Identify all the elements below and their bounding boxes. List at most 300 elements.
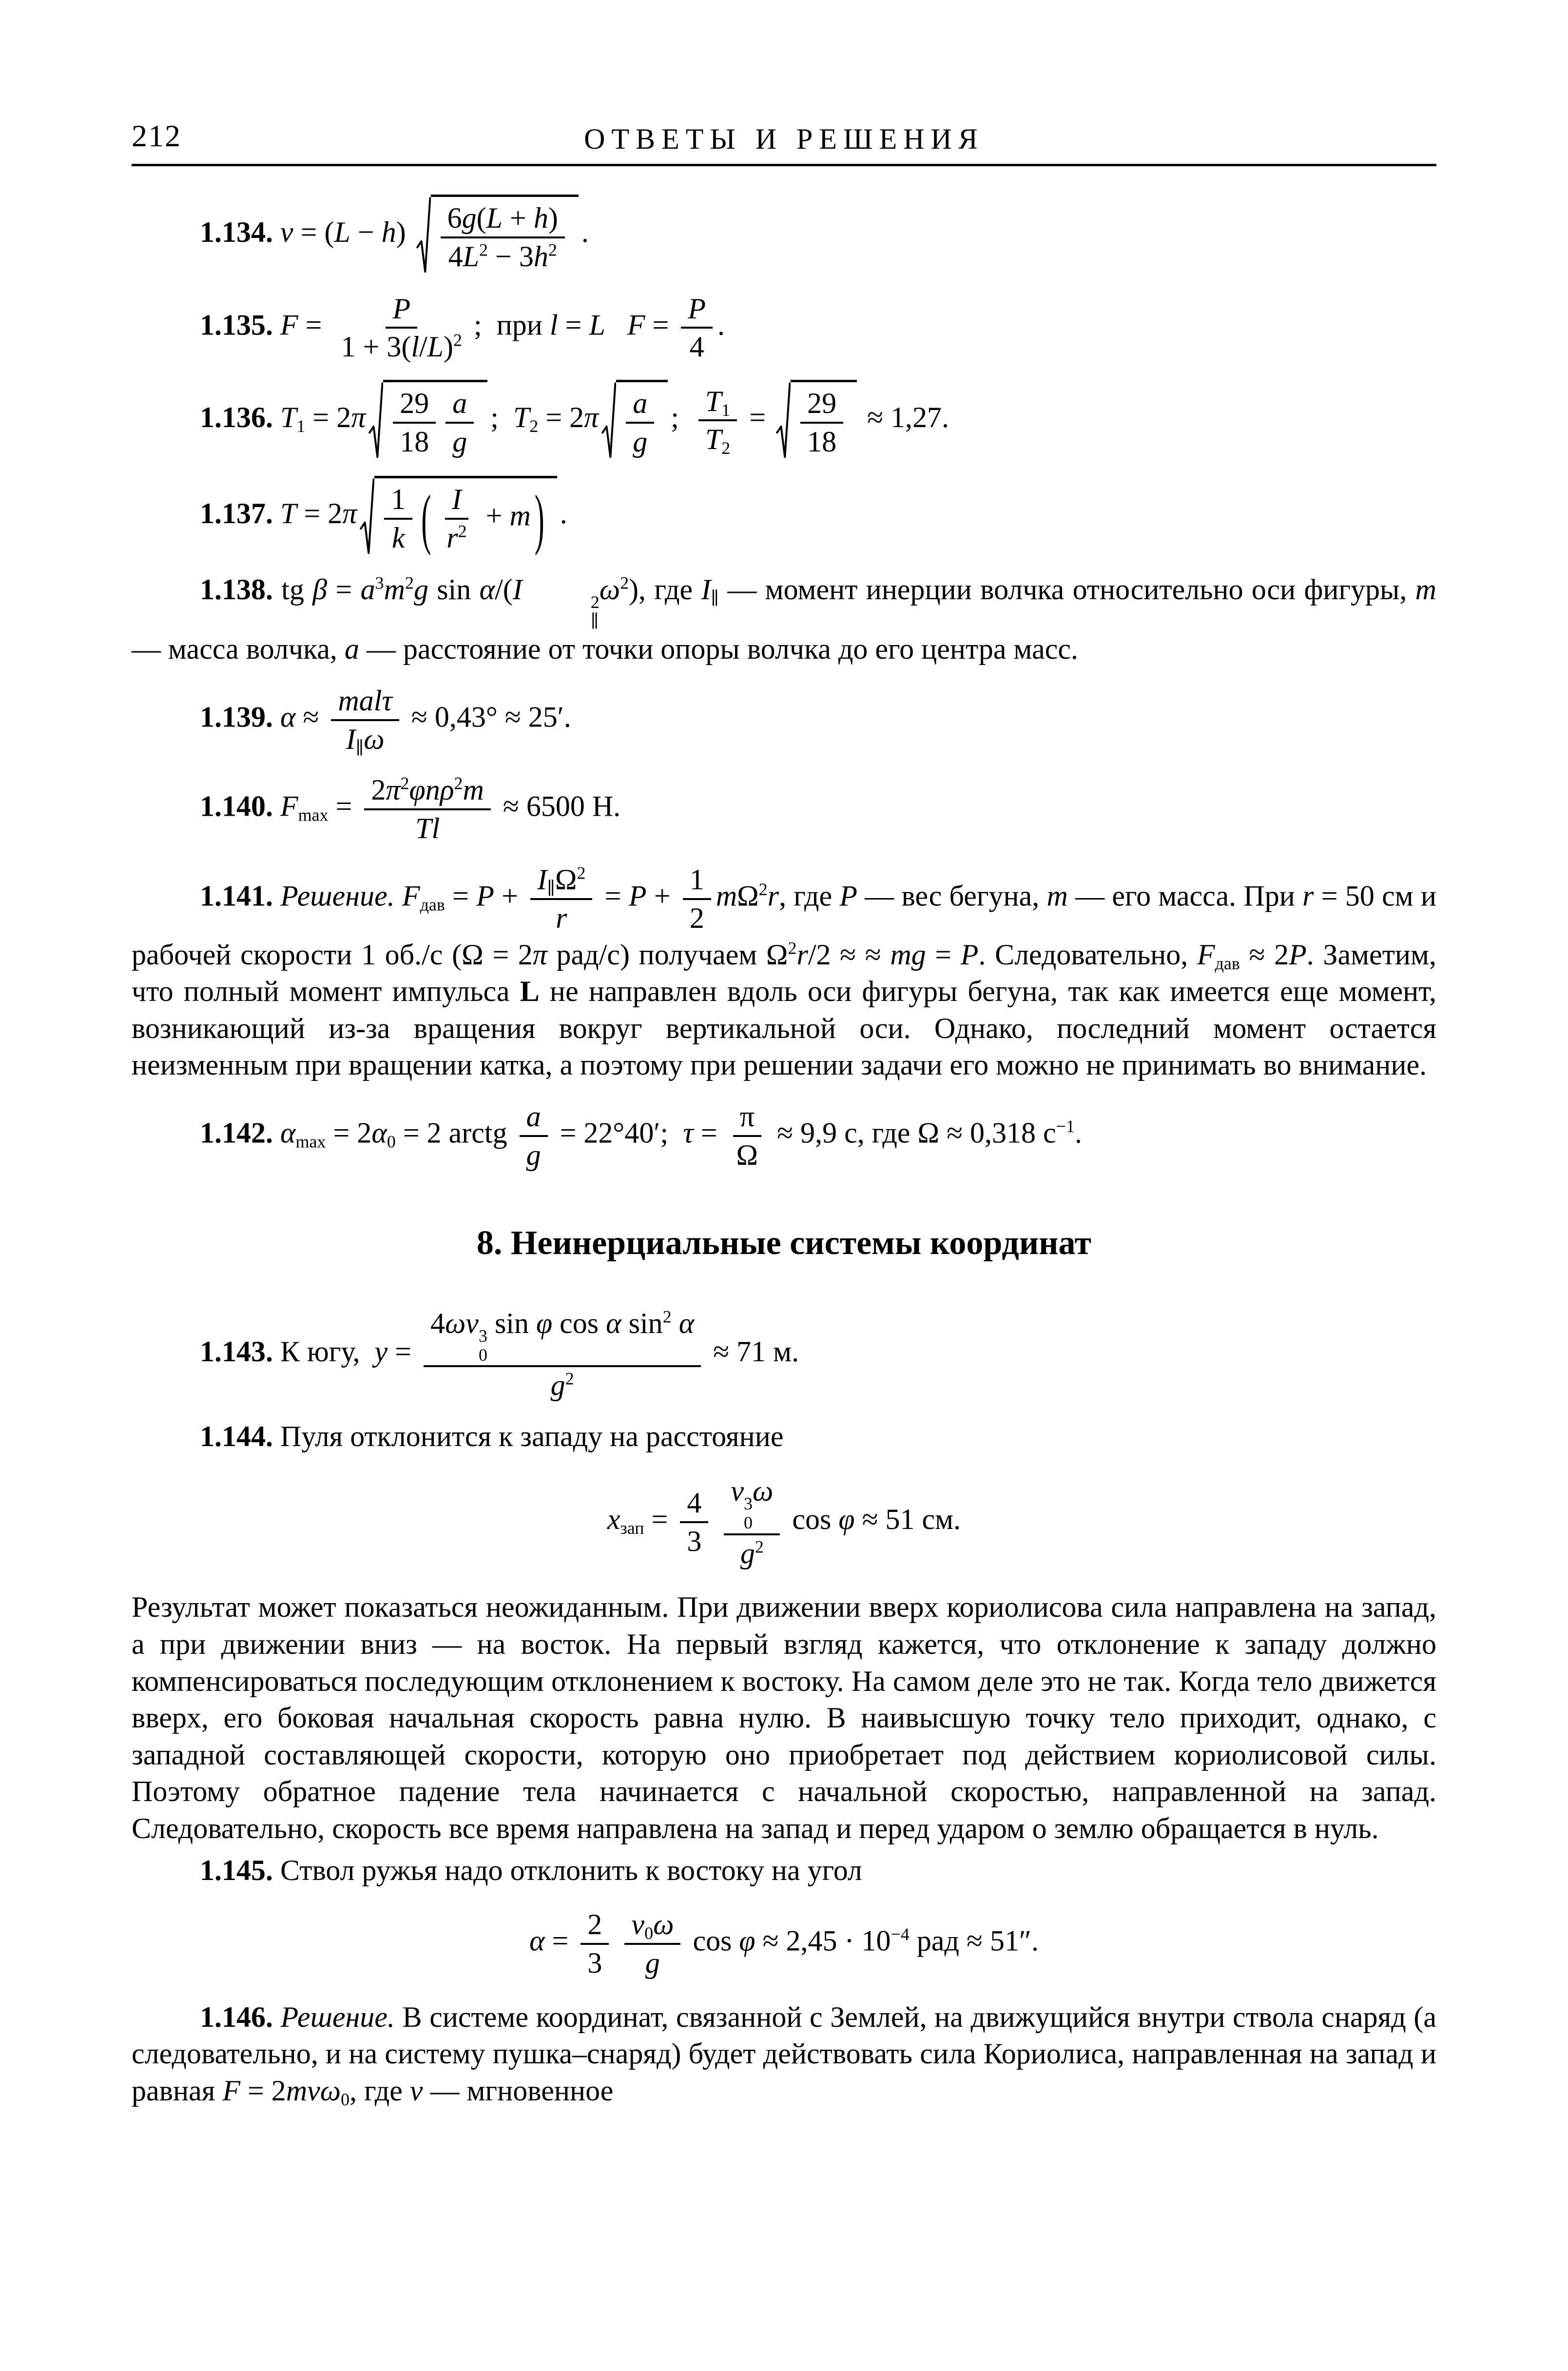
text-run: ≈ 2	[1239, 938, 1289, 971]
text-run: Ω	[737, 880, 759, 912]
text-run: − 3	[488, 240, 534, 273]
bold-text: 1.142.	[200, 1117, 280, 1149]
denominator	[734, 1535, 771, 1572]
text-run: (	[476, 202, 486, 234]
math-var: ω	[653, 1908, 674, 1941]
text-run: /	[419, 331, 427, 363]
text-run: +	[503, 202, 534, 234]
math-var: m	[463, 774, 484, 806]
subscript: 0	[341, 2089, 350, 2109]
denominator	[408, 810, 446, 847]
subscript: ∥	[355, 738, 364, 758]
text-run: ≈ 1,27.	[860, 401, 949, 434]
radical-icon	[368, 380, 383, 461]
fraction	[520, 1098, 548, 1174]
math-var: I	[537, 863, 547, 896]
bold-text: 1.146.	[200, 2000, 281, 2033]
text-run: +	[494, 880, 526, 912]
fraction	[393, 385, 436, 460]
text-run: .	[717, 309, 725, 341]
superscript: 2	[400, 773, 409, 793]
problem-1-135	[132, 291, 1436, 366]
denominator	[520, 1137, 548, 1174]
text-run: cos	[685, 1924, 739, 1957]
math-var: malτ	[338, 684, 392, 717]
superscript: 2	[454, 773, 463, 793]
text-run: ≈ 51 см.	[854, 1503, 961, 1535]
subscript: 0	[744, 1512, 753, 1532]
numerator	[364, 772, 490, 810]
denominator	[683, 900, 711, 937]
problem-1-139	[132, 683, 1436, 758]
fraction	[331, 683, 399, 758]
text-run: =	[328, 790, 360, 823]
math-var: I	[512, 573, 523, 606]
radicand	[374, 476, 557, 557]
numerator	[331, 683, 399, 721]
fraction	[683, 862, 711, 937]
text-run: −	[350, 216, 382, 249]
denominator	[730, 1137, 765, 1174]
superscript: 2	[662, 1307, 672, 1327]
fraction	[626, 385, 654, 460]
text-run: =	[742, 401, 774, 434]
math-var: β	[312, 573, 328, 606]
denominator	[698, 421, 737, 458]
subscript: max	[295, 1132, 326, 1152]
text-run: =	[558, 309, 589, 341]
text-run: 4	[430, 1307, 445, 1339]
text-run: — момент инерции волчка относительно оси фигуры,	[719, 573, 1415, 606]
math-var: k	[391, 521, 405, 554]
problem-1-138	[132, 571, 1436, 667]
radical-icon	[360, 476, 374, 557]
text-run: рад/с) получаем Ω	[547, 938, 788, 971]
numerator	[581, 1906, 609, 1945]
text-run: В системе координат, связанной с Землей, на движущийся внутри ствола снаряд (а следовательно, и на систему пушка–снаряд) будет действовать сила Кориолиса, направленная на запад и равная	[132, 2000, 1436, 2107]
text-run: = 2	[296, 497, 343, 529]
problem-1-141	[132, 862, 1436, 1084]
math-var: φ	[536, 1307, 553, 1339]
square-root	[601, 380, 668, 461]
numerator	[424, 1305, 701, 1368]
problem-1-144-discussion	[132, 1589, 1436, 1847]
numerator	[624, 1906, 680, 1945]
text-run: Ω	[555, 863, 577, 896]
math-var: Решение.	[280, 880, 402, 912]
bold-text: 1.136.	[200, 401, 280, 434]
math-var: m	[384, 573, 405, 606]
text-run: sin	[428, 573, 480, 606]
numerator	[386, 291, 417, 329]
math-var: T	[513, 401, 530, 434]
denominator	[683, 329, 711, 365]
math-var: a	[360, 573, 375, 606]
math-var: v	[280, 216, 293, 249]
math-var: I	[451, 483, 462, 515]
text-run: .	[581, 216, 589, 249]
math-var: L	[427, 331, 444, 363]
numerator	[733, 1098, 761, 1137]
denominator	[800, 424, 843, 460]
text-run: . Заметим, что полный момент импульса	[132, 938, 1436, 1008]
text-run: 2	[587, 1908, 602, 1941]
math-var: α	[280, 701, 296, 733]
square-root	[416, 195, 579, 276]
fraction	[440, 481, 473, 556]
bold-text: 1.135.	[200, 309, 280, 341]
numerator	[724, 1473, 780, 1535]
problem-1-136	[132, 380, 1436, 461]
math-var: h	[381, 216, 396, 249]
fraction	[624, 1906, 680, 1981]
problem-1-143	[132, 1305, 1436, 1404]
math-var: a	[452, 387, 467, 420]
sub-sup-stack	[744, 1494, 753, 1532]
text-run: К югу,	[280, 1335, 375, 1368]
text-run: 29	[807, 387, 837, 420]
text-run: +	[646, 880, 678, 912]
text-run: =	[597, 880, 629, 912]
math-var: P	[392, 292, 411, 325]
math-var: v	[409, 2074, 423, 2107]
subscript: дав	[1215, 953, 1240, 973]
numerator	[680, 1485, 708, 1523]
math-var: α	[371, 1117, 387, 1149]
math-var: m	[716, 880, 737, 912]
superscript: 2	[755, 1536, 764, 1556]
math-var: r	[767, 880, 779, 912]
math-var: T	[280, 497, 297, 529]
text-run: = (	[293, 216, 334, 249]
math-var: α	[529, 1924, 545, 1957]
subscript: ∥	[590, 611, 599, 631]
math-var: Tl	[415, 812, 440, 845]
text-run: ;	[490, 401, 513, 434]
text-run: .	[560, 497, 567, 529]
text-run: =	[926, 938, 961, 971]
subscript: 2	[721, 438, 731, 458]
radical-icon	[776, 380, 791, 461]
text-run: =	[693, 1117, 725, 1149]
math-var: g	[740, 1537, 755, 1569]
math-var: P	[960, 938, 979, 971]
superscript: 2	[620, 573, 629, 593]
math-var: m	[1415, 573, 1437, 606]
math-var: P	[688, 292, 706, 325]
math-var: P	[628, 880, 647, 912]
subscript: 1	[721, 400, 731, 420]
square-root	[368, 380, 487, 461]
math-var: π	[532, 938, 547, 971]
text-run: — вес бегуна,	[857, 880, 1047, 912]
text-run: ), где	[629, 573, 701, 606]
denominator	[440, 520, 473, 556]
math-var: τ	[683, 1117, 694, 1149]
text-run: ; при	[474, 309, 550, 341]
sub-sup-stack	[479, 1327, 487, 1365]
text-run: /2 ≈ ≈	[808, 938, 890, 971]
header-rule	[132, 164, 1436, 166]
math-var: ω	[599, 573, 620, 606]
math-var: T	[280, 401, 297, 434]
superscript: 2	[758, 879, 768, 899]
superscript: 2	[479, 240, 488, 260]
text-run: , где	[779, 880, 840, 912]
text-run: = 22°40′;	[552, 1117, 683, 1149]
text-run: =	[644, 1503, 676, 1535]
denominator	[334, 329, 469, 365]
text-run: sin	[621, 1307, 663, 1339]
superscript: 3	[744, 1493, 753, 1513]
numerator	[800, 385, 843, 424]
superscript: −1	[1056, 1116, 1075, 1136]
subscript: max	[298, 805, 329, 825]
math-var: F	[280, 309, 298, 341]
bold-text: 1.134.	[200, 216, 280, 249]
text-run: — его масса. При	[1067, 880, 1303, 912]
denominator	[544, 1367, 581, 1404]
problem-1-145-formula	[132, 1906, 1436, 1981]
math-var: F	[280, 790, 298, 823]
text-run: Ω	[736, 1138, 758, 1171]
text-run: cos	[785, 1503, 839, 1535]
math-var: φ	[838, 1503, 855, 1535]
denominator	[339, 721, 391, 758]
square-root	[360, 476, 557, 557]
superscript: 2	[565, 1369, 574, 1389]
math-var: a	[344, 633, 359, 666]
text-run: — мгновенное	[423, 2074, 614, 2107]
text-run: )	[444, 331, 454, 363]
math-var: Решение.	[280, 2000, 403, 2033]
numerator	[520, 1098, 548, 1137]
numerator	[384, 481, 412, 520]
fraction	[364, 772, 490, 847]
text-run: )	[396, 216, 413, 249]
text-run: = 2	[240, 2074, 286, 2107]
math-var: π	[342, 497, 357, 529]
text-run: 4	[687, 1487, 702, 1519]
problem-1-146	[132, 1999, 1436, 2110]
numerator	[393, 385, 436, 424]
radical-icon	[601, 380, 616, 461]
numerator	[626, 385, 654, 424]
math-var: α	[280, 1117, 296, 1149]
radical-icon	[416, 195, 431, 276]
problem-1-145-intro	[132, 1852, 1436, 1889]
math-var: F	[1197, 938, 1215, 971]
radicand	[616, 380, 668, 461]
denominator	[393, 424, 436, 460]
math-var: α	[606, 1307, 621, 1339]
math-var: T	[705, 423, 722, 456]
math-var: m	[1046, 880, 1068, 912]
radicand	[791, 380, 857, 461]
denominator	[680, 1523, 708, 1560]
text-run: = 2	[305, 401, 351, 434]
text-run: Результат может показаться неожиданным. При движении вверх кориолисова сила направлена на запад, а при движении вниз — на восток. На первый взгляд кажется, что отклонение к западу должно компенсироваться последующим отклонением к востоку. На самом деле это не так. Когда тело движется вверх, его боковая начальная скорость равна нулю. В наивысшую точку тело приходит, однако, с западной составляющей скорости, которую оно приобретает под действием кориолисовой силы. Поэтому обратное падение тела начинается с начальной скоростью, направленной на запад. Следовательно, скорость все время направлена на запад и перед ударом о землю обращается в нуль.	[132, 1591, 1436, 1844]
math-var: π	[351, 401, 366, 434]
text-run: 1	[689, 863, 704, 896]
text-run: 3	[587, 1946, 602, 1979]
math-var: g	[462, 202, 477, 234]
math-var: a	[633, 387, 648, 420]
superscript: −4	[890, 1924, 910, 1944]
text-run	[614, 1925, 619, 1957]
text-run: 2	[689, 901, 704, 934]
text-run: =	[298, 309, 329, 341]
math-var: h	[533, 202, 548, 234]
bold-text: 1.141.	[200, 880, 281, 912]
math-var: F	[627, 309, 645, 341]
subscript: 2	[529, 416, 539, 436]
bold-text: 1.138.	[200, 573, 282, 606]
text-run: tg	[281, 573, 313, 606]
text-run: — масса волчка,	[132, 633, 345, 666]
bold-text: 1.140.	[200, 790, 280, 823]
denominator	[549, 900, 574, 937]
page-number: 212	[132, 118, 181, 154]
subscript: 1	[296, 416, 306, 436]
math-var: L	[334, 216, 350, 249]
text-run: +	[478, 499, 510, 532]
fraction	[680, 1485, 708, 1560]
text-run: = 2	[326, 1117, 372, 1149]
math-var: L	[589, 309, 605, 341]
fraction	[724, 1473, 780, 1572]
math-var: v	[731, 1474, 744, 1507]
numerator	[530, 862, 592, 900]
problem-1-137	[132, 476, 1436, 557]
math-var: r	[446, 521, 458, 554]
numerator	[445, 481, 468, 520]
section-8-heading: 8. Неинерциальные системы координат	[476, 1224, 1092, 1262]
math-var: α	[479, 573, 495, 606]
problem-1-144-formula	[132, 1473, 1436, 1572]
fraction	[698, 383, 737, 458]
text-run: = 2	[538, 401, 584, 434]
text-run: , где	[349, 2074, 410, 2107]
superscript: 2	[453, 330, 463, 350]
math-var: φ	[739, 1924, 755, 1957]
text-run: 6	[447, 202, 462, 234]
problem-1-140	[132, 772, 1436, 847]
subscript: дав	[420, 895, 445, 915]
text-run: ≈ 9,9 с, где Ω ≈ 0,318 с	[770, 1117, 1056, 1149]
text-run	[672, 1307, 679, 1339]
denominator	[626, 424, 654, 460]
text-run: =	[445, 880, 477, 912]
text-run: π	[739, 1100, 755, 1133]
math-var: ωv	[445, 1307, 479, 1339]
math-var: π	[584, 401, 599, 434]
text-run: Ствол ружья надо отклонить к востоку на угол	[280, 1854, 862, 1886]
text-run: — расстояние от точки опоры волчка до его центра масс.	[359, 633, 1079, 666]
numerator	[681, 291, 713, 329]
math-var: ω	[753, 1474, 774, 1507]
fraction	[581, 1906, 609, 1981]
text-run: =	[327, 573, 361, 606]
math-var: a	[526, 1100, 541, 1133]
numerator	[441, 200, 565, 238]
math-var: g	[413, 573, 428, 606]
text-run: ≈ 2,45 · 10	[755, 1924, 891, 1957]
sub-sup-stack	[523, 593, 600, 631]
math-var: g	[550, 1369, 565, 1402]
subscript: 0	[387, 1132, 396, 1152]
square-root	[776, 380, 857, 461]
denominator	[442, 238, 564, 275]
fraction	[384, 481, 412, 556]
denominator	[445, 424, 474, 460]
text-run: 3	[687, 1525, 702, 1558]
math-var: r	[556, 901, 567, 934]
math-var: h	[533, 240, 548, 273]
fraction	[681, 291, 713, 366]
math-var: L	[463, 240, 480, 273]
math-var: P	[1289, 938, 1307, 971]
denominator	[385, 520, 412, 556]
radicand	[431, 195, 579, 276]
fraction	[530, 862, 592, 937]
content	[132, 195, 1436, 2109]
bold-text: 1.137.	[200, 497, 280, 529]
math-var: g	[645, 1946, 660, 1979]
bold-text: 1.145.	[200, 1854, 280, 1886]
numerator	[698, 383, 737, 422]
math-var: I	[701, 573, 711, 606]
math-var: F	[402, 880, 420, 912]
big-paren: )	[534, 481, 544, 556]
denominator	[581, 1945, 609, 1981]
text-run: 4	[689, 331, 704, 363]
text-run: cos	[552, 1307, 606, 1339]
text-run: не направлен вдоль оси фигуры бегуна, так как имеется еще момент, возникающий из-за вращения вокруг вертикальной оси. Однако, последний момент остается неизменным при вращении катка, а поэтому при решении задачи его можно не принимать во внимание.	[132, 975, 1436, 1081]
fraction	[800, 385, 843, 460]
math-var: F	[222, 2074, 240, 2107]
math-var: φnρ	[409, 774, 454, 806]
math-var: T	[705, 385, 722, 417]
text-run: ≈ 71 м.	[706, 1335, 799, 1368]
math-var: P	[476, 880, 494, 912]
running-title: ОТВЕТЫ И РЕШЕНИЯ	[584, 123, 984, 155]
text-run: 4	[448, 240, 463, 273]
subscript: ∥	[547, 878, 555, 898]
text-run	[713, 1503, 719, 1535]
problem-1-144-intro	[132, 1418, 1436, 1455]
math-var: P	[839, 880, 858, 912]
text-run: 1	[391, 483, 406, 515]
fraction	[424, 1305, 701, 1404]
text-run: /(	[495, 573, 513, 606]
problem-1-134	[132, 195, 1436, 276]
subscript: ∥	[711, 588, 719, 608]
text-run: = 2 arctg	[395, 1117, 515, 1149]
bold-text: L	[520, 975, 540, 1008]
math-var: g	[633, 425, 648, 458]
numerator	[683, 862, 711, 900]
math-var: π	[386, 774, 401, 806]
text-run: ;	[671, 401, 694, 434]
math-var: g	[526, 1138, 541, 1171]
text-run: ≈ 0,43° ≈ 25′.	[404, 701, 571, 733]
superscript: 2	[577, 863, 586, 883]
bold-text: 1.143.	[200, 1335, 280, 1368]
math-var: l	[411, 331, 419, 363]
math-var: l	[549, 309, 558, 341]
text-run	[605, 309, 627, 341]
